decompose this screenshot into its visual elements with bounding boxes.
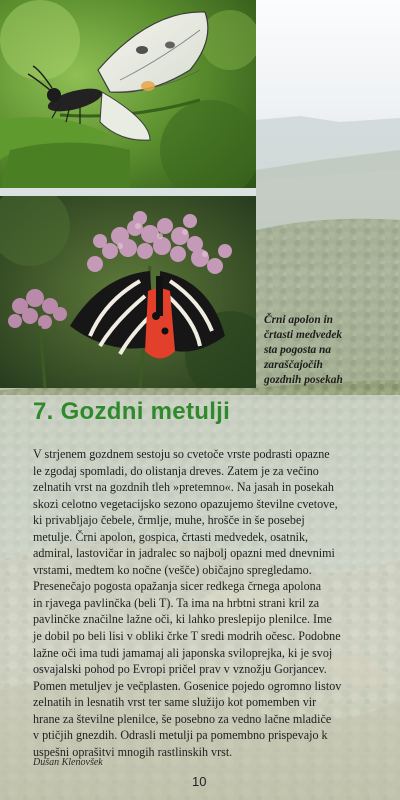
body-line: Pomen metuljev je večplasten. Gosenice pojedo ogromno listov [33, 678, 342, 693]
body-line: ki privabljajo čebele, črmlje, muhe, hrošče in še posebej [33, 513, 305, 528]
body-line: pavlinčke značilne lažne oči, ki lahko preslepijo plenilce. Ime [33, 612, 332, 627]
body-line: in rjavega pavlinčka (beli T). Ta ima na hrbtni strani kril za [33, 595, 320, 610]
body-line: V strjenem gozdnem sestoju so cvetoče vrste podrasti opazne [33, 447, 330, 461]
body-line: metulje. Črni apolon, gospica, črtasti medvedek, osatnik, [33, 529, 309, 544]
body-line: zelnatih vrst na gozdnih tleh »pretemno«. Na jasah in posekah [33, 480, 334, 495]
body-line: le zgodaj spomladi, do olistanja dreves. Zatem je za večino [33, 463, 319, 478]
body-line: Presenečajo pogosta opažanja sicer redkega črnega apolona [33, 579, 322, 594]
body-line: lažne oči ima tudi jamamaj ali japonska sviloprejka, ki je svoj [33, 645, 333, 660]
jersey-tiger-moth-photo [0, 196, 256, 388]
body-line: admiral, lastovičar in jadralec so najbolj opazni med dnevnimi [33, 546, 335, 561]
article-body [33, 446, 397, 760]
caption-line: zaraščajočih [264, 359, 323, 371]
caption-line: sta pogosta na [264, 344, 332, 356]
caption-line: gozdnih posekah [264, 374, 343, 386]
body-line: zelnatih in lesnatih vrst ter same služijo kot pomemben vir [33, 695, 317, 710]
body-line: uspešni oprašitvi mnogih rastlinskih vrst. [33, 744, 233, 759]
body-line: hrane za številne plenilce, še posebno za vedno lačne mladiče [33, 711, 332, 726]
caption-line: črtasti medvedek [264, 329, 343, 341]
page-number: 10 [192, 774, 207, 789]
author-signature: Dušan Klenovšek [33, 757, 103, 768]
black-apollo-butterfly-photo [0, 0, 256, 188]
body-line: v ptičjih gnezdih. Odrasli metulji pa pomembno prispevajo k [33, 728, 328, 743]
body-line: je dobil po beli lisi v obliki črke T sredi modrih očesc. Podobne [33, 629, 341, 644]
section-heading: 7. Gozdni metulji [33, 398, 231, 425]
body-line: skozi celotno vegetacijsko sezono opazujemo številne cvetove, [33, 496, 338, 511]
body-line: vrstami, medtem ko nočne (vešče) običajno spregledamo. [33, 562, 312, 577]
body-line: osvajalski pohod po Evropi pričel prav v vznožju Gorjancev. [33, 662, 327, 677]
photo-caption [264, 313, 396, 388]
caption-line: Črni apolon in [264, 314, 334, 326]
